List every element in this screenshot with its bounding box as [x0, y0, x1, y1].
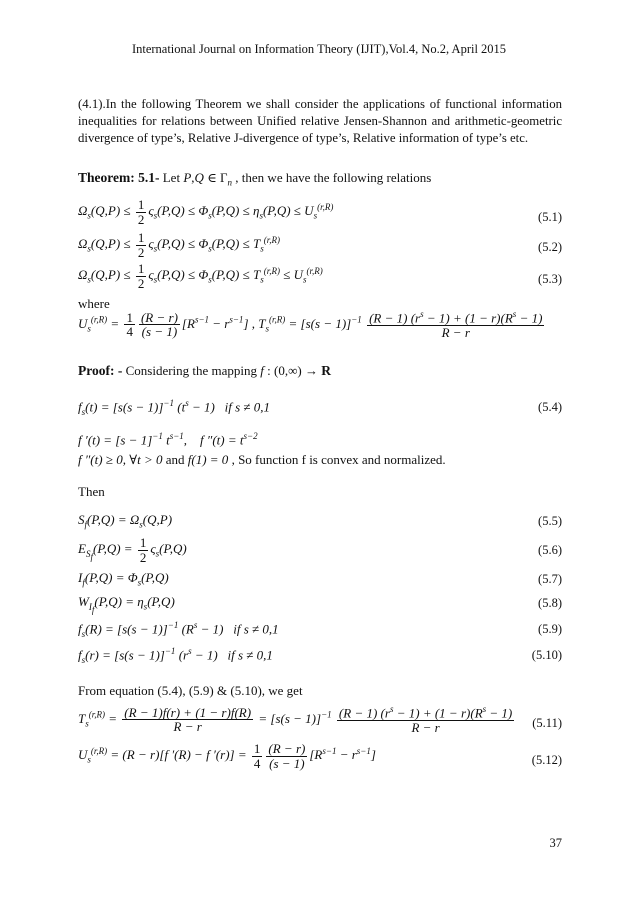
equation-5-10: $f_s(r) = [s(s - 1)]^{-1}$ $(r^s - 1)$ if s ≠ 0,1	[78, 646, 273, 665]
eq-number-5-3: (5.3)	[538, 272, 562, 286]
equation-5-8: $W_{I_f}(P,Q) = \eta_s(P,Q)$	[78, 594, 175, 615]
equation-5-3: $\Omega_s(Q,P)$ ≤ $\frac{1}{2}$ $\varsigma_s(P,Q) \le \Phi_s(P,Q) \le T_s^{(r,R)} \le U_s^{(r,R)}$	[78, 261, 323, 291]
equation-5-12: $U_s^{(r,R)} = (R - r)[f$ ′(R) − f ′(r)] = $\frac{1}{4}$ $\frac{(R - r)}{(s - 1)}$ $[R^{s-1} - r^{s-1}]$	[78, 741, 376, 771]
page-number: 37	[549, 836, 562, 850]
eq-number-5-9: (5.9)	[538, 622, 562, 636]
proof-label: Proof: -	[78, 363, 123, 378]
intro-paragraph: (4.1).In the following Theorem we shall consider the applications of functional information inequalities for relations between Unified relative Jensen-Shannon and arithmetic-geometric divergence of type’s, Relative J-divergence of type’s, Relative information of type’s etc.	[78, 97, 562, 145]
eq-number-5-1: (5.1)	[538, 210, 562, 224]
journal-header: International Journal on Information Theory (IJIT),Vol.4, No.2, April 2015	[131, 42, 507, 56]
equation-5-7: $I_f(P,Q) = \Phi_s(P,Q)$	[78, 570, 169, 588]
eq-number-5-8: (5.8)	[538, 596, 562, 610]
then-label: Then	[78, 484, 105, 499]
eq-number-5-12: (5.12)	[531, 753, 562, 767]
equation-5-6: $E_{S_f}(P,Q)$ = $\frac{1}{2}$ $\varsigma_s(P,Q)$	[78, 535, 187, 565]
proof-statement: Proof: - Considering the mapping f : (0,∞) → R	[78, 363, 331, 378]
eq-number-5-4: (5.4)	[538, 400, 562, 414]
convexity-condition: f ″(t) ≥ 0, ∀t > 0 and f(1) = 0 , So function f is convex and normalized.	[78, 452, 446, 467]
derivatives: f $'(t) = [s - 1]^{-1}$ $t^{s-1}$, f $''(t) = t^{s-2}$	[78, 431, 258, 448]
eq-number-5-10: (5.10)	[531, 648, 562, 662]
equation-5-1: $\Omega_s(Q,P)$ ≤ $\frac{1}{2}$ $\varsigma_s(P,Q) \le \Phi_s(P,Q) \le \eta_s(P,Q) \le U_s^{(r,R)}$	[78, 197, 334, 227]
from-equation-text: From equation (5.4), (5.9) & (5.10), we get	[78, 683, 303, 698]
eq-number-5-7: (5.7)	[538, 572, 562, 586]
eq-number-5-2: (5.2)	[538, 240, 562, 254]
equation-5-2: $\Omega_s(Q,P)$ ≤ $\frac{1}{2}$ $\varsigma_s(P,Q) \le \Phi_s(P,Q) \le T_s^{(r,R)}$	[78, 230, 280, 260]
eq-number-5-11: (5.11)	[532, 716, 562, 730]
definition-U-T: $U_s^{(r,R)}$ = $\frac{1}{4}$ $\frac{(R - r)}{(s - 1)}$ $[R^{s-1} - r^{s-1}]$ , $T_s^{(r,R)} = [s(s - 1)]^{-1}$ $\frac{(R - 1) (r^s - 1) + (1 - r)(R^s - 1)}{R - r}$	[78, 309, 543, 340]
equation-5-9: $f_s(R) = [s(s - 1)]^{-1}$ $(R^s - 1)$ if s ≠ 0,1	[78, 620, 279, 639]
equation-5-5: $S_f(P,Q) = \Omega_s(Q,P)$	[78, 512, 173, 530]
equation-5-4: $f_s(t) = [s(s - 1)]^{-1}$ $(t^s - 1)$ if s ≠ 0,1	[78, 398, 271, 417]
theorem-label: Theorem: 5.1-	[78, 170, 160, 185]
where-label: where	[78, 296, 110, 311]
eq-number-5-6: (5.6)	[538, 543, 562, 557]
eq-number-5-5: (5.5)	[538, 514, 562, 528]
equation-5-11: $T_s^{(r,R)}$ = $\frac{(R - 1)f(r) + (1 - r)f(R)}{R - r}$ = $[s(s - 1)]^{-1}$ $\frac{(R - 1) (r^s - 1) + (1 - r)(R^s - 1)}{R - r}$	[78, 704, 513, 735]
theorem-statement: Theorem: 5.1- Let P,Q ∈ $\Gamma_n$ , then we have the following relations	[78, 170, 432, 188]
